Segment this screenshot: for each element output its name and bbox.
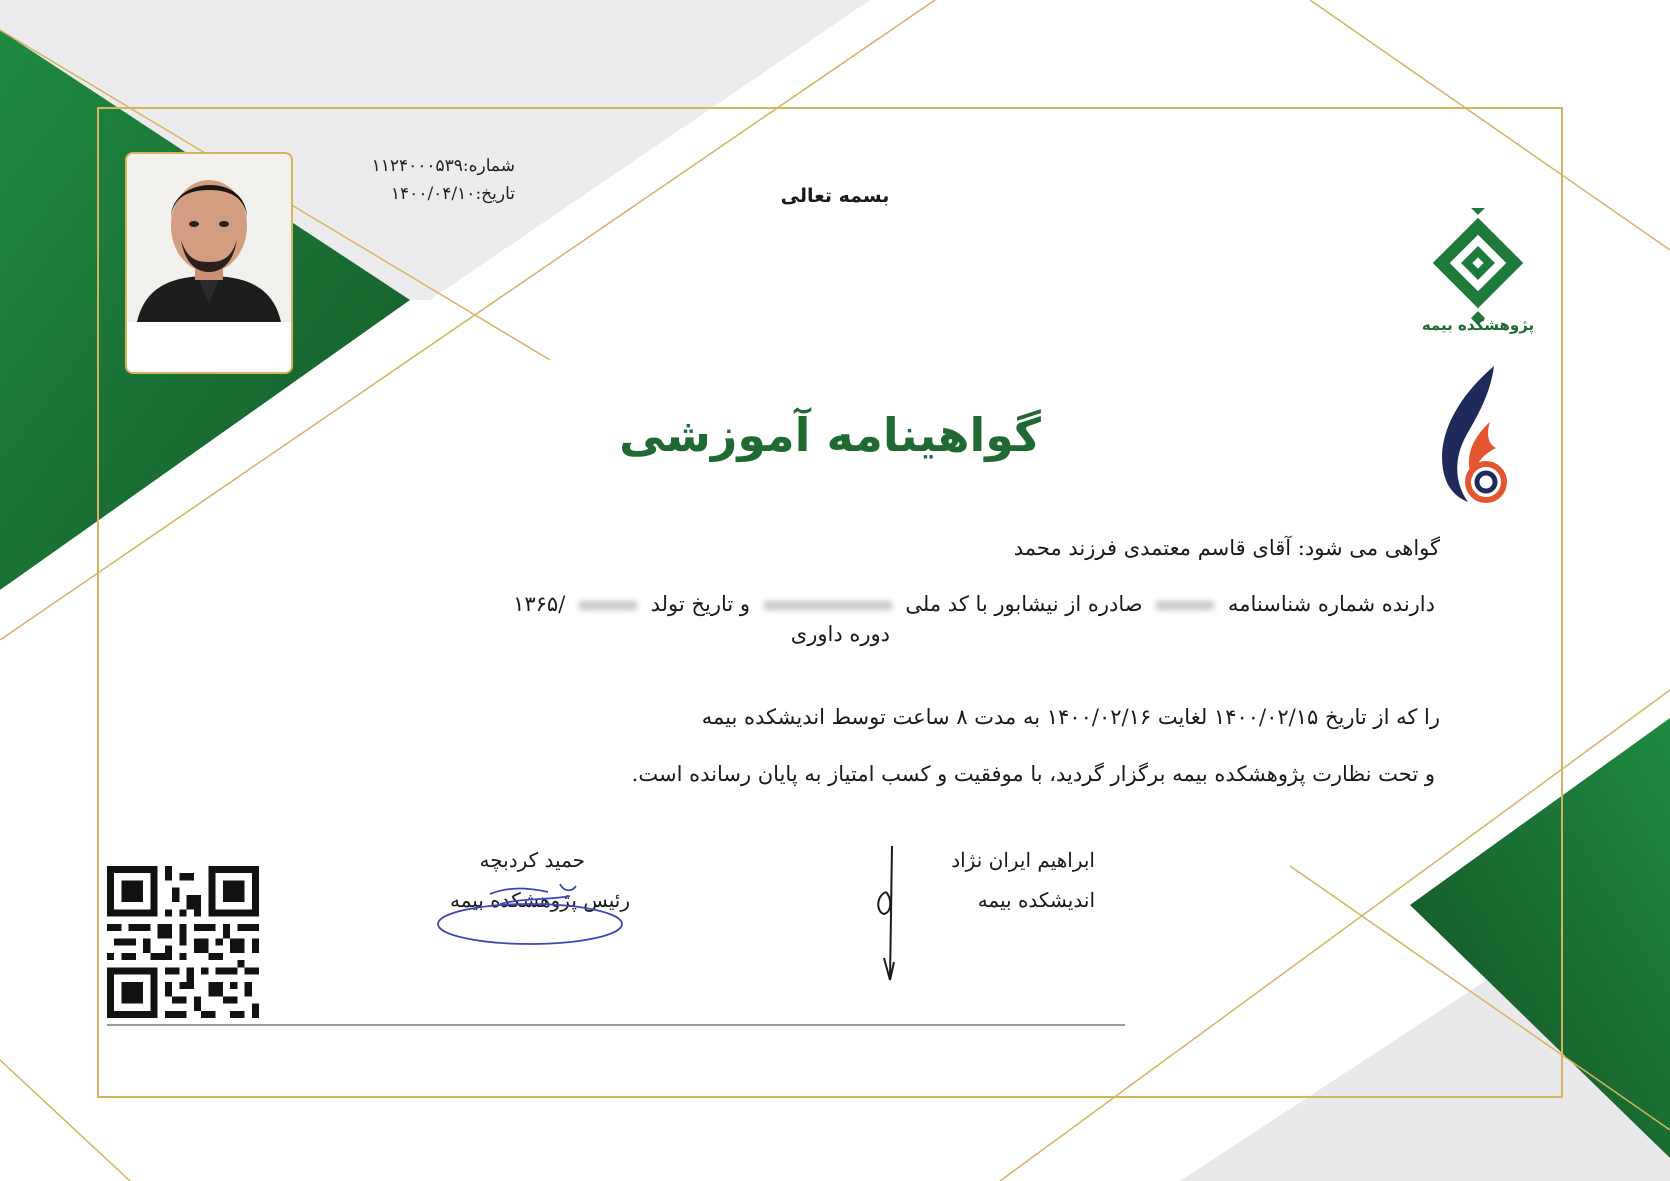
right-signatory	[880, 840, 1095, 920]
body-line-5: و تحت نظارت پژوهشکده بیمه برگزار گردید، با موفقیت و کسب امتیاز به پایان رسانده است.	[631, 762, 1435, 786]
left-signature	[430, 870, 630, 950]
body-line-2-part-4: /۱۳۶۵	[513, 592, 566, 616]
left-signatory-role: رئیس پژوهشکده بیمه	[449, 888, 630, 912]
right-signature	[870, 840, 910, 990]
body-line-3: دوره داوری	[790, 622, 890, 646]
certificate-number-block	[300, 152, 515, 208]
certificate-date-label: تاریخ:	[475, 184, 515, 204]
think-tank-logo	[1432, 362, 1512, 512]
basmala-heading: بسمه تعالی	[780, 185, 890, 207]
body-line-2	[400, 592, 1435, 616]
certificate-number-value: ۱۱۲۴۰۰۰۵۳۹	[371, 156, 463, 176]
body-line-2-part-1: دارنده شماره شناسنامه	[1228, 592, 1435, 616]
research-institute-name: پژوهشکده بیمه	[1421, 316, 1535, 334]
left-signatory-name: حمید کردبچه	[479, 848, 585, 872]
qr-code[interactable]	[107, 866, 259, 1018]
flame-logo-icon	[1432, 362, 1512, 512]
gold-line	[0, 1060, 130, 1181]
person-portrait-icon	[127, 154, 291, 372]
body-line-2-part-2: صادره از نیشابور با کد ملی	[905, 592, 1143, 616]
redacted-national-code	[763, 601, 893, 610]
certificate-number-label: شماره:	[462, 156, 515, 176]
certificate-date-value: ۱۴۰۰/۰۴/۱۰	[390, 184, 476, 204]
holder-photo	[125, 152, 293, 374]
qr-code-icon	[107, 866, 259, 1018]
body-line-1: گواهی می شود: آقای قاسم معتمدی فرزند محمد	[1013, 536, 1440, 560]
research-institute-logo	[1418, 208, 1538, 348]
certificate-title: گواهینامه آموزشی	[619, 408, 1041, 462]
body-line-4: را که از تاریخ ۱۴۰۰/۰۲/۱۵ لغایت ۱۴۰۰/۰۲/۱۶ به مدت ۸ ساعت توسط اندیشکده بیمه	[701, 705, 1440, 729]
diamond-logo-icon	[1418, 208, 1538, 328]
redacted-birth-date	[578, 601, 638, 610]
body-line-2-part-3: و تاریخ تولد	[650, 592, 751, 616]
right-signatory-role: اندیشکده بیمه	[977, 888, 1095, 912]
right-signatory-name: ابراهیم ایران نژاد	[951, 848, 1095, 872]
footer-divider	[107, 1024, 1125, 1026]
redacted-birth-certificate-number	[1155, 601, 1215, 610]
